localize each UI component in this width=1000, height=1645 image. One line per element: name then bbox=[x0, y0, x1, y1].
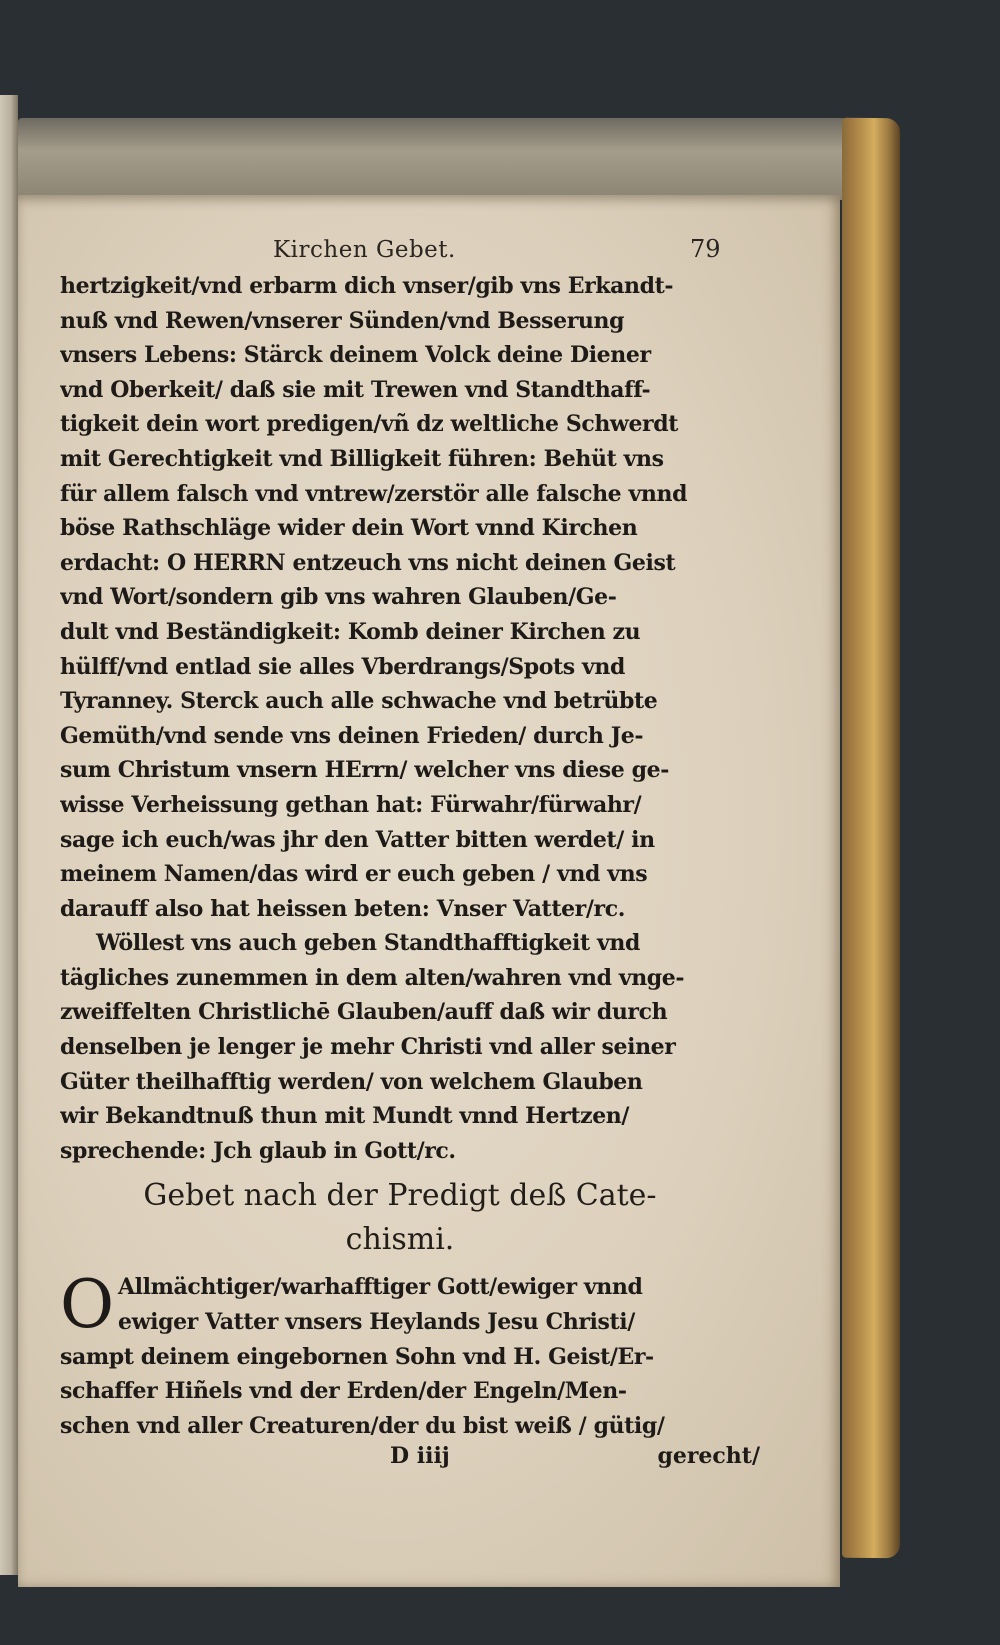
drop-initial: O bbox=[60, 1266, 115, 1344]
signature-mark: D iiij bbox=[390, 1443, 450, 1470]
text-line: vnd Oberkeit/ daß sie mit Trewen vnd Standthaff- bbox=[60, 376, 651, 403]
page-body bbox=[60, 269, 760, 1479]
text-line: darauff also hat heissen beten: Vnser Vatter/rc. bbox=[60, 895, 625, 922]
previous-page-edge bbox=[0, 95, 18, 1575]
text-line: Tyranney. Sterck auch alle schwache vnd betrübte bbox=[60, 688, 658, 715]
book-fore-edge bbox=[842, 118, 900, 1559]
book-page bbox=[18, 195, 840, 1587]
paragraph-1 bbox=[60, 269, 760, 926]
text-line: ewiger Vatter vnsers Heylands Jesu Christi/ bbox=[118, 1309, 635, 1336]
text-line: hertzigkeit/vnd erbarm dich vnser/gib vns Erkandt- bbox=[60, 273, 674, 299]
text-line: Gemüth/vnd sende vns deinen Frieden/ durch Je- bbox=[60, 722, 644, 749]
heading-line: Gebet nach der Predigt deß Cate- bbox=[143, 1178, 657, 1214]
text-line: für allem falsch vnd vntrew/zerstör alle falsche vnnd bbox=[60, 480, 688, 507]
text-line: Güter theilhafftig werden/ von welchem Glauben bbox=[60, 1068, 643, 1095]
text-line: Wöllest vns auch geben Standthafftigkeit vnd bbox=[96, 930, 640, 957]
text-line: schen vnd aller Creaturen/der du bist weiß / gütig/ bbox=[60, 1412, 665, 1439]
text-line: wisse Verheissung gethan hat: Fürwahr/fürwahr/ bbox=[60, 791, 642, 818]
page-footer bbox=[60, 1443, 760, 1479]
text-line: sprechende: Jch glaub in Gott/rc. bbox=[60, 1137, 456, 1164]
text-line: sage ich euch/was jhr den Vatter bitten werdet/ in bbox=[60, 826, 655, 853]
page-number: 79 bbox=[690, 235, 721, 263]
heading-line: chismi. bbox=[345, 1222, 455, 1258]
text-line: zweiffelten Christlichē Glauben/auff daß wir durch bbox=[60, 999, 668, 1026]
text-line: vnsers Lebens: Stärck deinem Volck deine Diener bbox=[60, 342, 651, 369]
text-line: tigkeit dein wort predigen/vñ dz weltliche Schwerdt bbox=[60, 411, 678, 438]
text-line: dult vnd Beständigkeit: Komb deiner Kirchen zu bbox=[60, 618, 641, 645]
text-line: sampt deinem eingebornen Sohn vnd H. Geist/Er- bbox=[60, 1343, 654, 1370]
text-line: erdacht: O HERRN entzeuch vns nicht deinen Geist bbox=[60, 549, 676, 576]
text-line: schaffer Hiñels vnd der Erden/der Engeln/Men- bbox=[60, 1378, 627, 1405]
section-heading bbox=[60, 1174, 740, 1262]
text-line: meinem Namen/das wird er euch geben / vnd vns bbox=[60, 861, 648, 888]
text-line: tägliches zunemmen in dem alten/wahren vnd vnge- bbox=[60, 964, 685, 991]
paragraph-2 bbox=[60, 926, 760, 1168]
running-head: Kirchen Gebet. bbox=[273, 237, 456, 263]
text-line: wir Bekandtnuß thun mit Mundt vnnd Hertzen/ bbox=[60, 1103, 630, 1130]
text-line: nuß vnd Rewen/vnserer Sünden/vnd Besserung bbox=[60, 307, 625, 334]
text-line: hülff/vnd entlad sie alles Vberdrangs/Spots vnd bbox=[60, 653, 625, 680]
book-top-edge bbox=[18, 118, 848, 200]
text-line: mit Gerechtigkeit vnd Billigkeit führen: Behüt vns bbox=[60, 445, 664, 472]
text-line: Allmächtiger/warhafftiger Gott/ewiger vnnd bbox=[118, 1274, 643, 1301]
catchword: gerecht/ bbox=[657, 1443, 760, 1470]
text-line: denselben je lenger je mehr Christi vnd aller seiner bbox=[60, 1034, 676, 1061]
text-line: sum Christum vnsern HErrn/ welcher vns diese ge- bbox=[60, 757, 669, 784]
paragraph-3 bbox=[60, 1266, 760, 1443]
text-line: vnd Wort/sondern gib vns wahren Glauben/Ge- bbox=[60, 584, 617, 611]
text-line: böse Rathschläge wider dein Wort vnnd Kirchen bbox=[60, 515, 638, 542]
